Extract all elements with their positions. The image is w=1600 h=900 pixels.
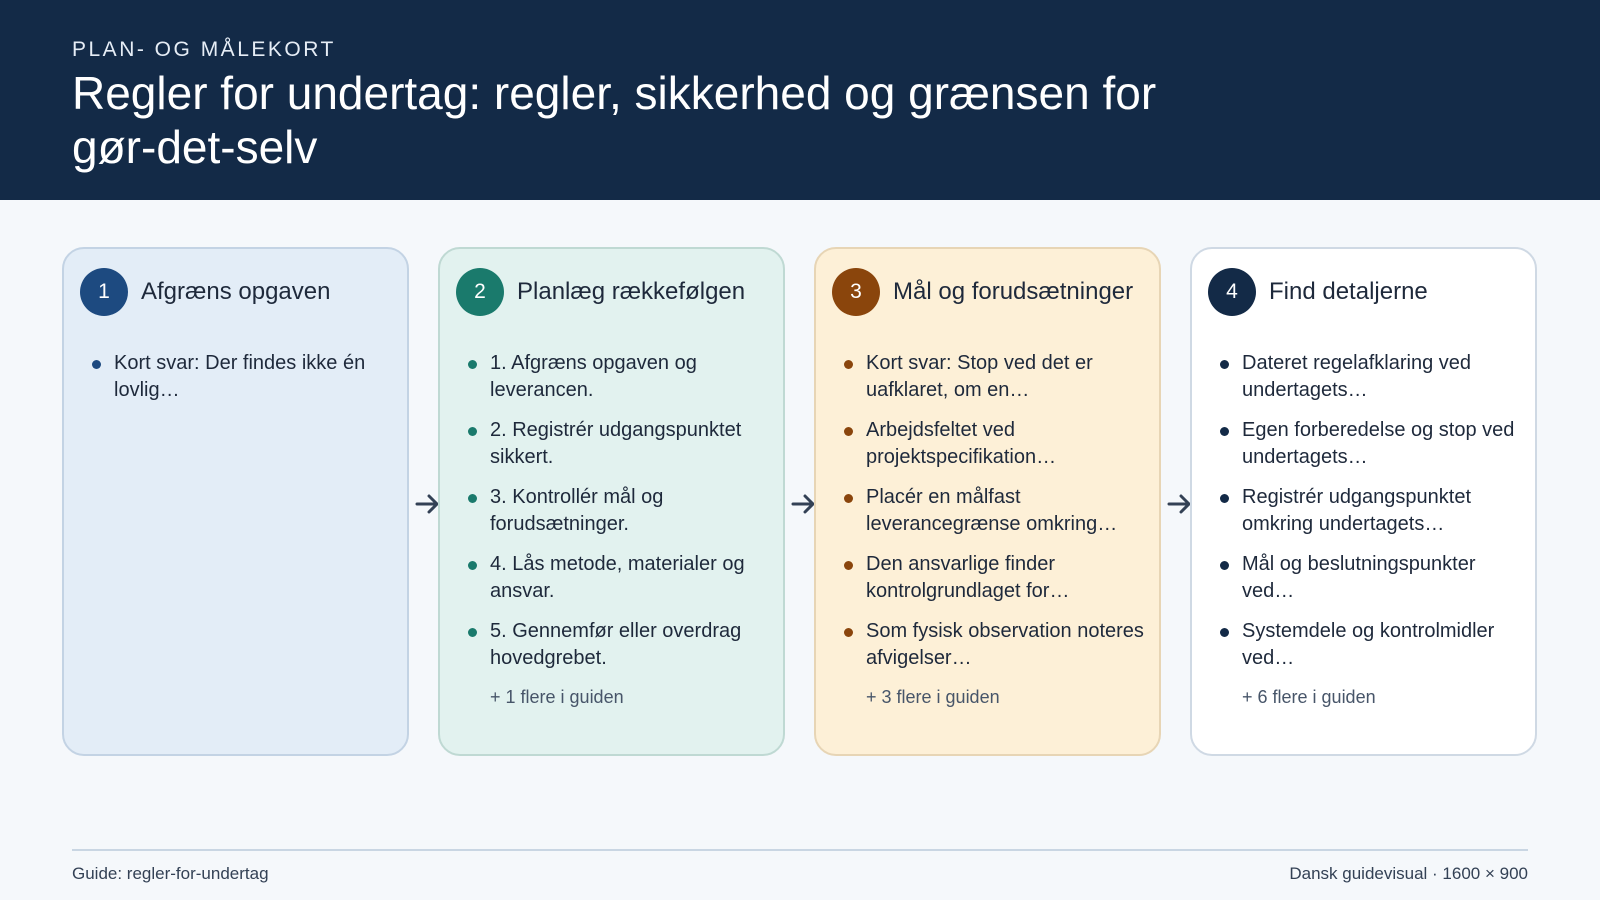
list-item-text: Den ansvarlige finder kontrolgrundlaget for… <box>866 553 1070 602</box>
step-number-badge: 2 <box>456 268 504 316</box>
list-item-text: Systemdele og kontrolmidler ved… <box>1242 620 1495 669</box>
list-item <box>842 417 1152 471</box>
list-item <box>1218 417 1528 471</box>
list-item-text: Arbejdsfeltet ved projektspecifikation… <box>866 419 1057 468</box>
list-item <box>466 417 776 471</box>
list-item <box>1218 618 1528 672</box>
step-card-3 <box>814 247 1161 756</box>
bullet-icon <box>468 427 477 436</box>
list-item <box>466 551 776 605</box>
bullet-icon <box>468 628 477 637</box>
eyebrow-label: PLAN- OG MÅLEKORT <box>72 38 336 61</box>
list-item <box>466 484 776 538</box>
footer-divider <box>72 849 1528 851</box>
bullet-icon <box>468 494 477 503</box>
list-item <box>90 350 400 404</box>
list-item-text: 4. Lås metode, materialer og ansvar. <box>490 553 745 602</box>
step-title: Planlæg rækkefølgen <box>517 278 746 305</box>
list-item <box>1218 484 1528 538</box>
step-item-list <box>90 350 400 417</box>
list-item-text: 1. Afgræns opgaven og leverancen. <box>490 352 697 401</box>
footer-meta-label: Dansk guidevisual · 1600 × 900 <box>1289 864 1528 883</box>
list-item-text: Som fysisk observation noteres afvigelser… <box>866 620 1144 669</box>
bullet-icon <box>1220 427 1229 436</box>
step-card-2 <box>438 247 785 756</box>
bullet-icon <box>844 628 853 637</box>
list-item-text: Kort svar: Stop ved det er uafklaret, om en… <box>866 352 1093 401</box>
list-item <box>466 618 776 672</box>
bullet-icon <box>468 561 477 570</box>
list-item-text: Dateret regelafklaring ved undertagets… <box>1242 352 1472 401</box>
more-in-guide-note: + 6 flere i guiden <box>1242 687 1376 707</box>
list-item <box>466 350 776 404</box>
step-title: Afgræns opgaven <box>141 278 331 305</box>
step-title: Mål og forudsætninger <box>893 278 1134 305</box>
step-item-list <box>842 350 1152 709</box>
list-item-text: Egen forberedelse og stop ved undertagets… <box>1242 419 1515 468</box>
header-banner <box>0 0 1600 200</box>
list-item-text: Placér en målfast leverancegrænse omkring… <box>866 486 1118 535</box>
list-item <box>842 551 1152 605</box>
step-card-1 <box>62 247 409 756</box>
list-item <box>1218 551 1528 605</box>
bullet-icon <box>1220 628 1229 637</box>
list-item-text: 5. Gennemfør eller overdrag hovedgrebet. <box>490 620 742 669</box>
bullet-icon <box>1220 360 1229 369</box>
list-item <box>1218 350 1528 404</box>
step-number-badge: 3 <box>832 268 880 316</box>
bullet-icon <box>844 427 853 436</box>
list-item-text: 2. Registrér udgangspunktet sikkert. <box>490 419 742 468</box>
bullet-icon <box>844 561 853 570</box>
footer-guide-label: Guide: regler-for-undertag <box>72 864 269 883</box>
list-item <box>842 618 1152 672</box>
list-item <box>842 350 1152 404</box>
list-item-text: Registrér udgangspunktet omkring undertagets… <box>1242 486 1472 535</box>
list-item-text: Mål og beslutningspunkter ved… <box>1242 553 1476 602</box>
more-in-guide-note: + 3 flere i guiden <box>866 687 1000 707</box>
bullet-icon <box>468 360 477 369</box>
bullet-icon <box>844 494 853 503</box>
bullet-icon <box>844 360 853 369</box>
bullet-icon <box>1220 561 1229 570</box>
list-item-text: 3. Kontrollér mål og forudsætninger. <box>490 486 664 535</box>
list-item <box>842 484 1152 538</box>
more-in-guide-note: + 1 flere i guiden <box>490 687 624 707</box>
step-item-list <box>1218 350 1528 709</box>
bullet-icon <box>92 360 101 369</box>
step-card-4 <box>1190 247 1537 756</box>
list-item-text: Kort svar: Der findes ikke én lovlig… <box>114 352 366 401</box>
page-title: Regler for undertag: regler, sikkerhed og grænsen for gør-det-selv <box>72 67 1157 173</box>
step-title: Find detaljerne <box>1269 278 1428 305</box>
step-item-list <box>466 350 776 709</box>
bullet-icon <box>1220 494 1229 503</box>
step-number-badge: 4 <box>1208 268 1256 316</box>
step-number-badge: 1 <box>80 268 128 316</box>
